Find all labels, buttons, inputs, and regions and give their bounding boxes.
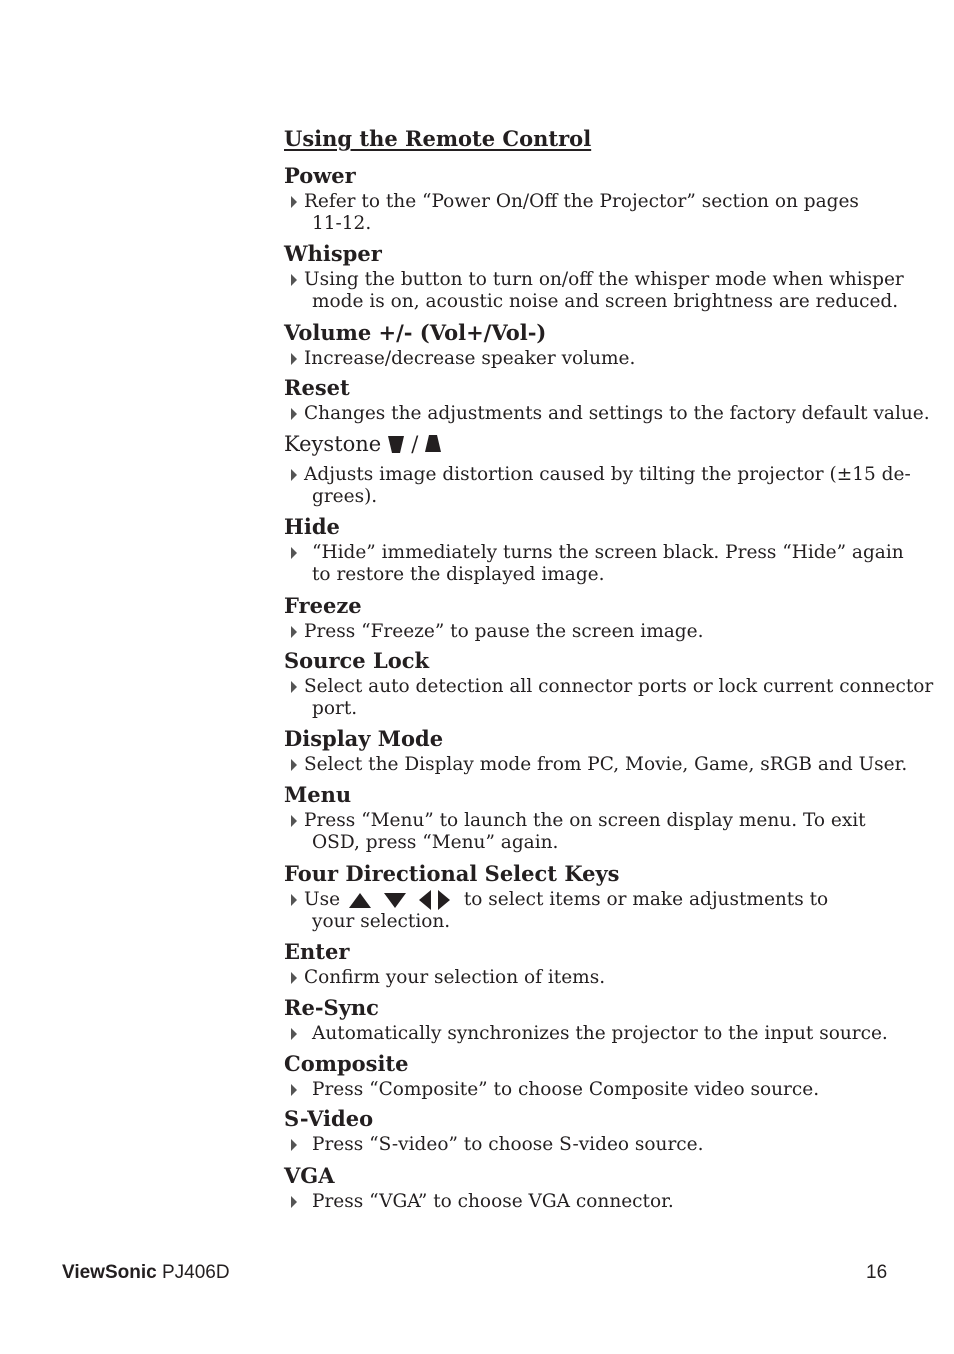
section-reset	[284, 375, 930, 425]
section-heading: Display Mode	[284, 726, 444, 751]
bullet-arrow-icon	[291, 759, 297, 771]
bullet-arrow-icon	[291, 972, 297, 984]
bullet-text: Automatically synchronizes the projector to the input source.	[284, 1023, 924, 1045]
bullet-text: Increase/decrease speaker volume.	[284, 348, 924, 370]
section-heading: Whisper	[284, 241, 382, 266]
bullet-arrow-icon	[291, 353, 297, 365]
section-display-mode	[284, 726, 924, 776]
bullet-text: Refer to the “Power On/Off the Projector” section on pages 11-12.	[284, 191, 924, 234]
section-heading: Power	[284, 163, 356, 188]
bullet-arrow-icon	[291, 547, 297, 559]
bullet-arrow-icon	[291, 1139, 297, 1151]
keystone-up-icon	[424, 434, 442, 454]
section-heading: Volume +/- (Vol+/Vol-)	[284, 320, 547, 345]
bullet-arrow-icon	[291, 626, 297, 638]
section-heading: Enter	[284, 939, 350, 964]
section-heading: Hide	[284, 514, 340, 539]
keystone-down-icon	[387, 434, 405, 454]
section-heading: Keystone /	[284, 431, 924, 457]
section-heading: Source Lock	[284, 648, 430, 673]
section-volume	[284, 320, 924, 370]
bullet-arrow-icon	[291, 408, 297, 420]
bullet-text: Select the Display mode from PC, Movie, Game, sRGB and User.	[284, 754, 924, 776]
section-heading: Reset	[284, 375, 350, 400]
section-heading: Four Directional Select Keys	[284, 861, 620, 886]
section-heading: Menu	[284, 782, 352, 807]
section-heading: Composite	[284, 1051, 409, 1076]
section-enter	[284, 939, 924, 989]
bullet-text: Confirm your selection of items.	[284, 967, 924, 989]
bullet-text: Using the button to turn on/off the whisper mode when whisper mode is on, acoustic noise and screen brightness are reduced.	[284, 269, 924, 312]
arrow-up-icon	[349, 893, 371, 908]
section-vga	[284, 1163, 924, 1213]
section-heading: Freeze	[284, 593, 362, 618]
section-whisper	[284, 241, 924, 312]
bullet-text: Press “S-video” to choose S-video source.	[284, 1134, 924, 1156]
bullet-arrow-icon	[291, 1084, 297, 1096]
bullet-text: Select auto detection all connector ports or lock current connector port.	[284, 676, 924, 719]
section-composite	[284, 1051, 924, 1101]
bullet-text: Adjusts image distortion caused by tilting the projector (±15 de- grees).	[284, 464, 924, 507]
bullet-text: Changes the adjustments and settings to the factory default value.	[284, 403, 924, 425]
section-hide	[284, 514, 924, 585]
section-heading: VGA	[284, 1163, 335, 1188]
bullet-text: Press “Menu” to launch the on screen display menu. To exit OSD, press “Menu” again.	[284, 810, 924, 853]
section-source-lock	[284, 648, 934, 719]
page-number: 16	[866, 1262, 888, 1283]
bullet-arrow-icon	[291, 1196, 297, 1208]
bullet-arrow-icon	[291, 196, 297, 208]
bullet-arrow-icon	[291, 815, 297, 827]
section-power	[284, 163, 924, 234]
footer-brand	[62, 1262, 230, 1284]
bullet-arrow-icon	[291, 1028, 297, 1040]
bullet-text: Press “VGA” to choose VGA connector.	[284, 1191, 924, 1213]
bullet-text: Use to select items or make adjustments to your selection.	[284, 889, 924, 933]
page-title: Using the Remote Control	[284, 126, 592, 151]
model-name: PJ406D	[161, 1262, 230, 1283]
section-s-video	[284, 1106, 924, 1156]
direction-keys-icons	[346, 889, 458, 911]
brand-name: ViewSonic	[62, 1262, 157, 1283]
bullet-text: Press “Freeze” to pause the screen image.	[284, 621, 924, 643]
section-re-sync	[284, 995, 924, 1045]
bullet-arrow-icon	[291, 274, 297, 286]
bullet-arrow-icon	[291, 894, 297, 906]
section-heading: Re-Sync	[284, 995, 379, 1020]
bullet-arrow-icon	[291, 469, 297, 481]
arrow-right-icon	[438, 890, 450, 910]
bullet-text: Press “Composite” to choose Composite video source.	[284, 1079, 924, 1101]
arrow-down-icon	[384, 893, 406, 908]
bullet-text: “Hide” immediately turns the screen black. Press “Hide” again to restore the displayed image.	[284, 542, 924, 585]
section-four-directional-keys	[284, 861, 924, 933]
arrow-left-icon	[419, 890, 431, 910]
section-keystone	[284, 431, 924, 507]
section-freeze	[284, 593, 924, 643]
bullet-arrow-icon	[291, 681, 297, 693]
section-menu	[284, 782, 924, 853]
section-heading: S-Video	[284, 1106, 374, 1131]
